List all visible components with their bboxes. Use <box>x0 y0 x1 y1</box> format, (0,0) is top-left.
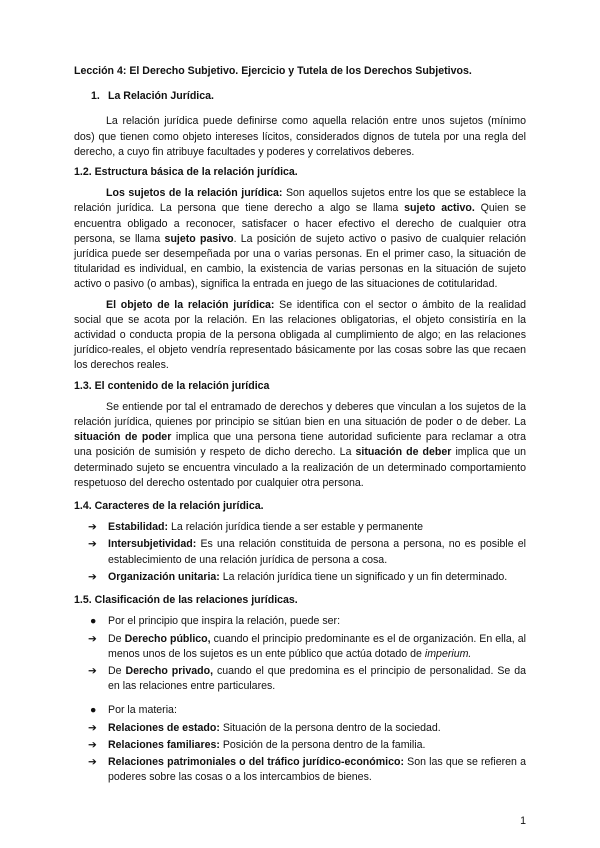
term-sujeto-pasivo: sujeto pasivo <box>164 232 234 245</box>
section-title: La Relación Jurídica. <box>108 90 214 103</box>
list-item: ➔ Relaciones de estado: Situación de la persona dentro de la sociedad. <box>74 721 526 736</box>
paragraph-sujetos: Los sujetos de la relación jurídica: Son aquellos sujetos entre los que se establece la relación jurídica. La persona que tiene derecho a algo se llama sujeto activo. Quien se encuentra obligado a reconocer, satisfacer o hacer efectivo el derecho de cualquier otra persona, se llama sujeto pasivo. La posición de sujeto activo o pasivo de cualquier relación jurídica puede ser desempeñada por una o varias personas. En el primer caso, la situación de titularidad es individual, en cambio, la existencia de varias personas en la situación de sujeto activo o pasivo (o ambas), significa la entrada en juego de las situaciones de cotitularidad. <box>74 187 527 291</box>
section-heading-1 <box>74 89 526 104</box>
paragraph-objeto: El objeto de la relación jurídica: Se identifica con el sector o ámbito de la realidad social que se acota por la relación. En las relaciones obligatorias, el objeto consistiría en la actividad o conducta propia de la persona obligada al cumplimiento de algo; en las relaciones jurídico-reales, el objeto vendría representado básicamente por las cosas sobre las que recaen los derechos reales. <box>74 298 526 372</box>
arrow-icon: ➔ <box>88 664 97 677</box>
term-situacion-deber: situación de deber <box>355 446 452 459</box>
section-heading-1-3: 1.3. El contenido de la relación jurídica <box>74 379 270 392</box>
arrow-icon: ➔ <box>88 738 97 751</box>
lesson-title: Lección 4: El Derecho Subjetivo. Ejercicio y Tutela de los Derechos Subjetivos. <box>74 65 472 77</box>
page-number: 1 <box>520 815 526 827</box>
arrow-icon: ➔ <box>88 755 97 768</box>
list-item: ➔ Organización unitaria: La relación jurídica tiene un significado y un fin determinado. <box>74 570 526 585</box>
term-sujeto-activo: sujeto activo. <box>404 202 475 215</box>
paragraph-contenido: Se entiende por tal el entramado de derechos y deberes que vinculan a los sujetos de la relación jurídica, quienes por principio se sitúan bien en una situación de poder o de deber. La situación de poder implica que una persona tiene autoridad suficiente para reclamar a otra una posición de sumisión y respeto de dicho derecho. La situación de deber implica que un determinado sujeto se encuentra vinculado a la realización de un determinado comportamiento respetuoso del derecho ostentado por cualquier otra persona. <box>74 400 527 489</box>
arrow-icon: ➔ <box>88 570 97 583</box>
document-page <box>74 64 526 793</box>
term-situacion-poder: situación de poder <box>74 431 172 444</box>
arrow-icon: ➔ <box>88 538 97 551</box>
list-item: ➔ Relaciones patrimoniales o del tráfico jurídico-económico: Son las que se refieren a poderes sobre las cosas o a los intercambios de bienes. <box>88 755 526 784</box>
caracteres-list <box>74 520 526 585</box>
clasificacion-list <box>74 614 526 785</box>
list-item: ➔ Intersubjetividad: Es una relación constituida de persona a persona, no es posible el establecimiento de una relación jurídica de persona a cosa. <box>88 538 526 566</box>
list-item: ➔ Estabilidad: La relación jurídica tiende a ser estable y permanente <box>74 520 526 535</box>
list-item: ● Por el principio que inspira la relación, puede ser: <box>74 614 526 629</box>
list-item: ➔ De Derecho público, cuando el principio predominante es el de organización. En ella, al menos unos de los sujetos es un ente público que actúa dotado de imperium. <box>88 632 526 660</box>
section-heading-1-5: 1.5. Clasificación de las relaciones jurídicas. <box>74 594 298 607</box>
arrow-icon: ➔ <box>88 521 97 534</box>
section-heading-1-4: 1.4. Caracteres de la relación jurídica. <box>74 500 264 513</box>
term-sujetos: Los sujetos de la relación jurídica: <box>106 187 283 200</box>
list-item: ● Por la materia: <box>74 703 526 718</box>
term-objeto: El objeto de la relación jurídica: <box>106 298 275 311</box>
section-heading-1-2: 1.2. Estructura básica de la relación jurídica. <box>74 166 298 179</box>
bullet-icon: ● <box>90 704 97 717</box>
arrow-icon: ➔ <box>88 632 97 645</box>
arrow-icon: ➔ <box>88 721 97 734</box>
section-number: 1. <box>91 90 100 103</box>
list-item: ➔ Relaciones familiares: Posición de la persona dentro de la familia. <box>74 738 526 753</box>
paragraph-definition: La relación jurídica puede definirse como aquella relación entre unos sujetos (mínimo dos) que tienen como objeto intereses lícitos, considerados dignos de tutela por una regla del derecho, a cuyo fin atribuye facultades y poderes y correlativos deberes. <box>74 115 526 158</box>
list-item: ➔ De Derecho privado, cuando el que predomina es el principio de personalidad. Se da en las relaciones entre particulares. <box>88 664 526 693</box>
bullet-icon: ● <box>90 615 97 628</box>
